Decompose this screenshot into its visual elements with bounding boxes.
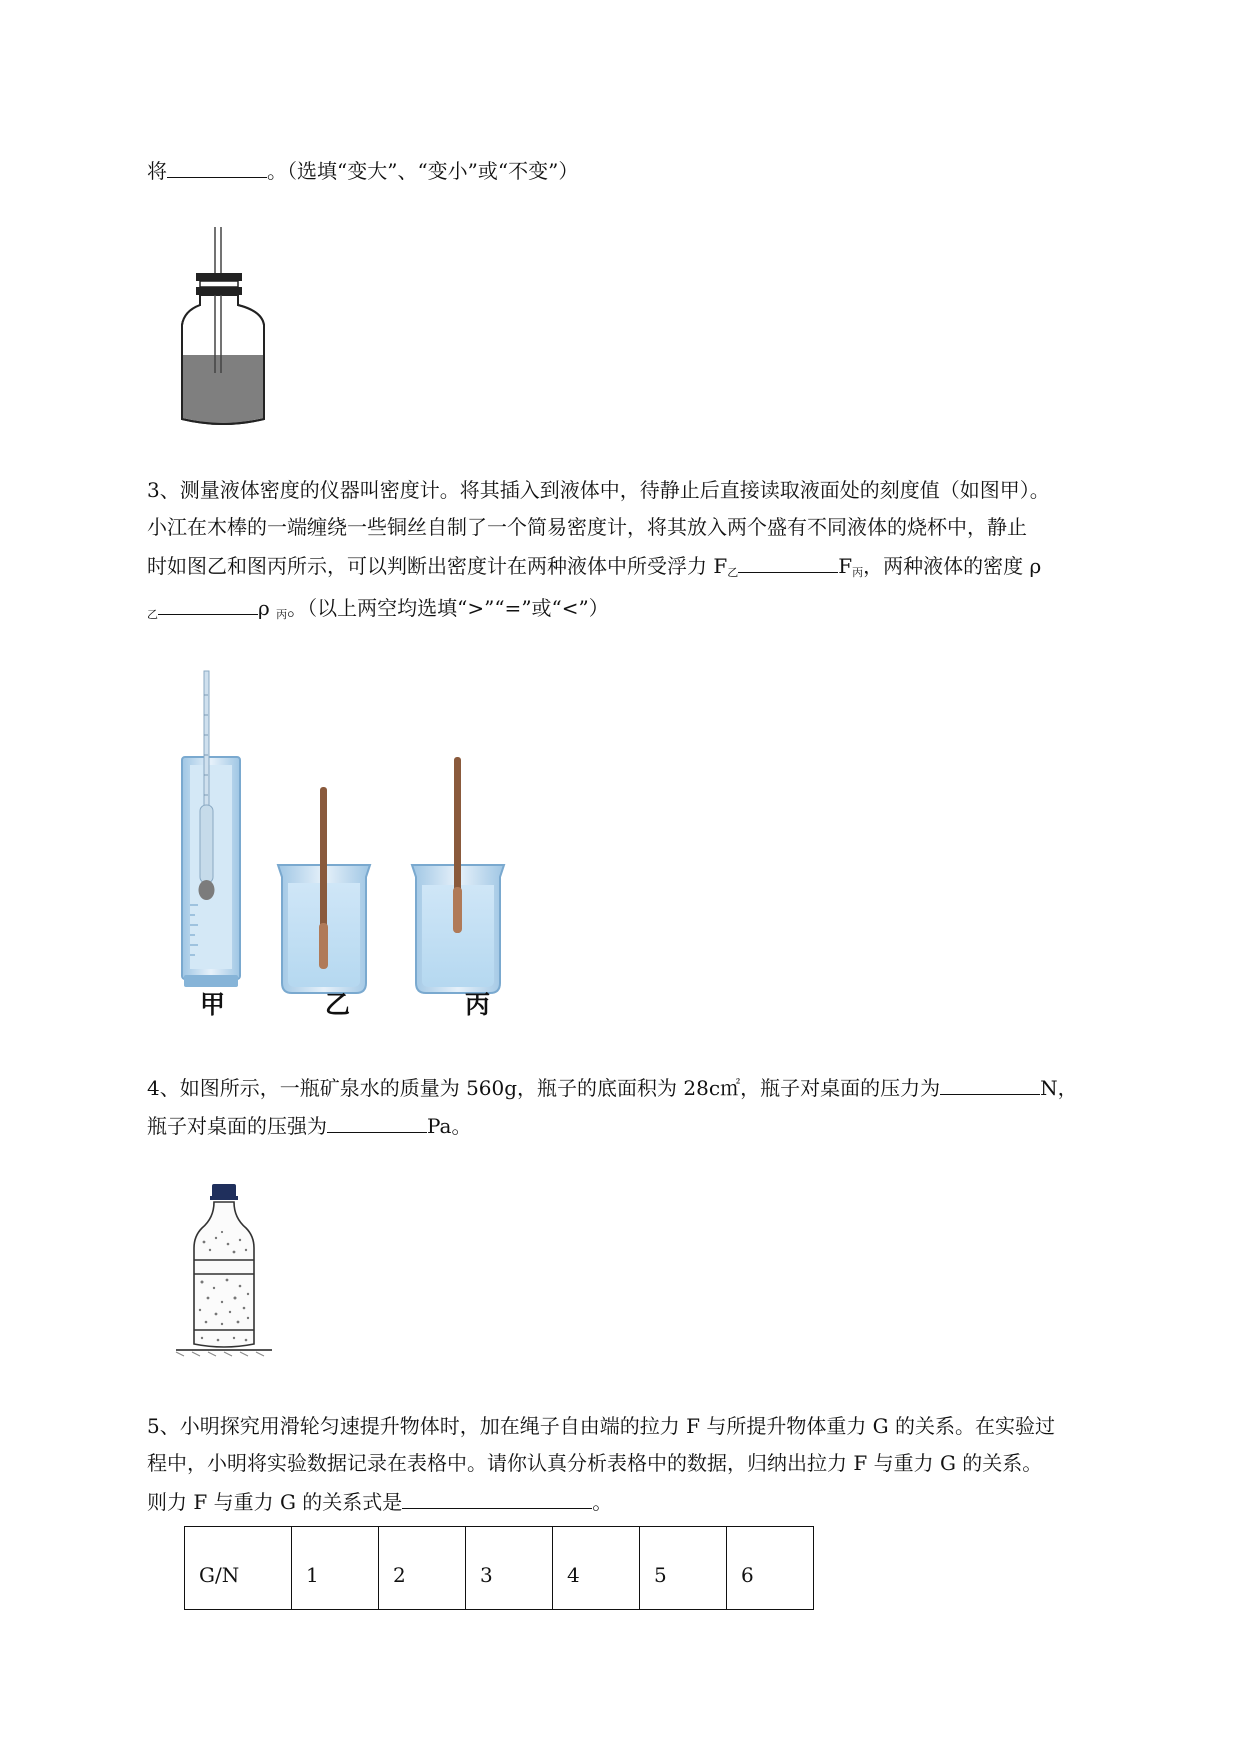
- q4-blank-force[interactable]: [940, 1074, 1040, 1095]
- table-cell: 1: [292, 1527, 379, 1610]
- label-yi: 乙: [325, 990, 351, 1019]
- densimeter-figure: [180, 665, 540, 1025]
- q3-line3-text: 时如图乙和图丙所示，可以判断出密度计在两种液体中所受浮力 F: [147, 554, 728, 578]
- q5-line-3: [147, 1488, 612, 1516]
- q5-line3-text: 则力 F 与重力 G 的关系式是: [147, 1490, 403, 1514]
- water-bottle-figure: [172, 1180, 282, 1360]
- q2-answer-line: [147, 157, 578, 185]
- table-cell: 2: [379, 1527, 466, 1610]
- data-table: [184, 1526, 814, 1610]
- table-cell: 5: [640, 1527, 727, 1610]
- sub-bing: 丙: [852, 566, 864, 579]
- symbol-f: F: [838, 554, 853, 578]
- unit-n: N，: [1040, 1076, 1078, 1100]
- sub-yi-rho: 乙: [147, 608, 158, 621]
- table-header-cell: G/N: [185, 1527, 292, 1610]
- q4-line-2: [147, 1112, 471, 1140]
- label-bing: 丙: [465, 990, 491, 1019]
- unit-pa: Pa。: [427, 1114, 472, 1138]
- q4-line-1: [147, 1074, 1078, 1102]
- q4-line2-text: 瓶子对桌面的压强为: [147, 1114, 327, 1138]
- q5-line-2: 程中，小明将实验数据记录在表格中。请你认真分析表格中的数据，归纳出拉力 F 与重力 G 的关系。: [147, 1451, 1043, 1475]
- label-jia: 甲: [200, 990, 226, 1019]
- table-cell: 6: [727, 1527, 814, 1610]
- q4-line1-text: 4、如图所示，一瓶矿泉水的质量为 560g，瓶子的底面积为 28c㎡，瓶子对桌面的压力为: [147, 1076, 941, 1100]
- q3-line-3: [147, 552, 1041, 587]
- q5-line-1: 5、小明探究用滑轮匀速提升物体时，加在绳子自由端的拉力 F 与所提升物体重力 G 的关系。在实验过: [147, 1414, 1056, 1438]
- table-row: [185, 1527, 814, 1610]
- q3-blank-density[interactable]: [158, 594, 258, 615]
- q3-blank-force[interactable]: [738, 552, 838, 573]
- q3-line3-tail: ，两种液体的密度 ρ: [863, 554, 1042, 578]
- q3-line-4: [147, 594, 609, 629]
- table-cell: 3: [466, 1527, 553, 1610]
- q3-line-1: 3、测量液体密度的仪器叫密度计。将其插入到液体中，待静止后直接读取液面处的刻度值（如图甲）。: [147, 478, 1050, 502]
- q3-line4-tail: 。（以上两空均选填“>”“=”或“<”）: [287, 596, 609, 620]
- symbol-rho: ρ: [258, 596, 270, 620]
- q2-lead: 将: [147, 159, 167, 183]
- table-cell: 4: [553, 1527, 640, 1610]
- q3-line-2: 小江在木棒的一端缠绕一些铜丝自制了一个简易密度计，将其放入两个盛有不同液体的烧杯中，静止: [147, 515, 1027, 539]
- bottle-with-tube-figure: [178, 225, 268, 425]
- q2-tail: 。（选填“变大”、“变小”或“不变”）: [267, 159, 579, 183]
- q4-blank-pressure[interactable]: [327, 1112, 427, 1133]
- q5-line3-end: 。: [592, 1490, 613, 1514]
- sub-bing-rho: 丙: [276, 608, 288, 621]
- q2-blank[interactable]: [167, 157, 267, 178]
- sub-yi: 乙: [727, 566, 739, 579]
- q5-blank-relation[interactable]: [402, 1488, 592, 1509]
